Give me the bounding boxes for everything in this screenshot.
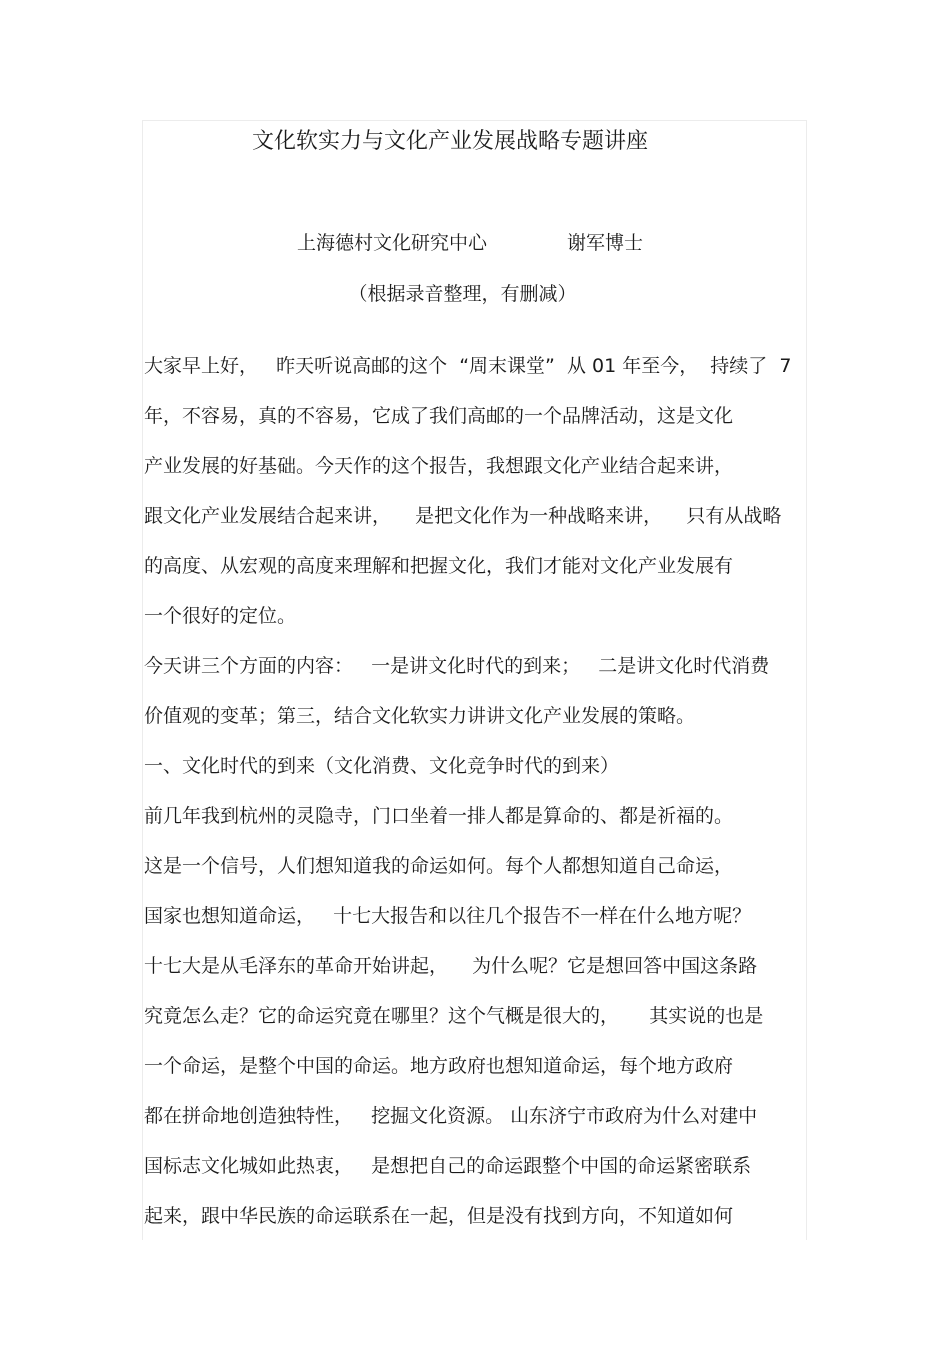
text-line: 价值观的变革；第三，结合文化软实力讲讲文化产业发展的策略。: [144, 705, 696, 727]
text-line: 国家也想知道命运， 十七大报告和以往几个报告不一样在什么地方呢？: [144, 905, 752, 927]
text-line: 大家早上好， 昨天听说高邮的这个 “周末课堂” 从 01 年至今， 持续了 7: [144, 355, 792, 377]
text-line: 国标志文化城如此热衷， 是想把自己的命运跟整个中国的命运紧密联系: [144, 1155, 752, 1177]
text-line: 一个命运，是整个中国的命运。地方政府也想知道命运，每个地方政府: [144, 1055, 734, 1077]
text-line: 一个很好的定位。: [144, 605, 297, 627]
body-text: [144, 348, 812, 1248]
text-line: 都在拼命地创造独特性， 挖掘文化资源。 山东济宁市政府为什么对建中: [144, 1105, 758, 1127]
text-line: 前几年我到杭州的灵隐寺，门口坐着一排人都是算命的、都是祈福的。: [144, 805, 734, 827]
text-line: 十七大是从毛泽东的革命开始讲起， 为什么呢？它是想回答中国这条路: [144, 955, 758, 977]
document-title: 文化软实力与文化产业发展战略专题讲座: [251, 129, 648, 154]
text-line: 的高度、从宏观的高度来理解和把握文化，我们才能对文化产业发展有: [144, 555, 734, 577]
author-name: 谢军博士: [567, 232, 644, 254]
text-line: 今天讲三个方面的内容： 一是讲文化时代的到来； 二是讲文化时代消费: [144, 655, 770, 677]
text-line: 究竟怎么走？它的命运究竟在哪里？这个气概是很大的， 其实说的也是: [144, 1005, 764, 1027]
section-heading: 一、文化时代的到来（文化消费、文化竞争时代的到来）: [144, 755, 620, 777]
text-line: 产业发展的好基础。今天作的这个报告，我想跟文化产业结合起来讲，: [144, 455, 734, 477]
transcript-note: （根据录音整理，有删减）: [348, 283, 577, 305]
text-line: 跟文化产业发展结合起来讲， 是把文化作为一种战略来讲， 只有从战略: [144, 505, 782, 527]
text-line: 起来，跟中华民族的命运联系在一起，但是没有找到方向，不知道如何: [144, 1205, 734, 1227]
text-line: 年，不容易，真的不容易，它成了我们高邮的一个品牌活动，这是文化: [144, 405, 734, 427]
text-line: 这是一个信号，人们想知道我的命运如何。每个人都想知道自己命运，: [144, 855, 734, 877]
author-organization: 上海德村文化研究中心: [297, 232, 488, 254]
